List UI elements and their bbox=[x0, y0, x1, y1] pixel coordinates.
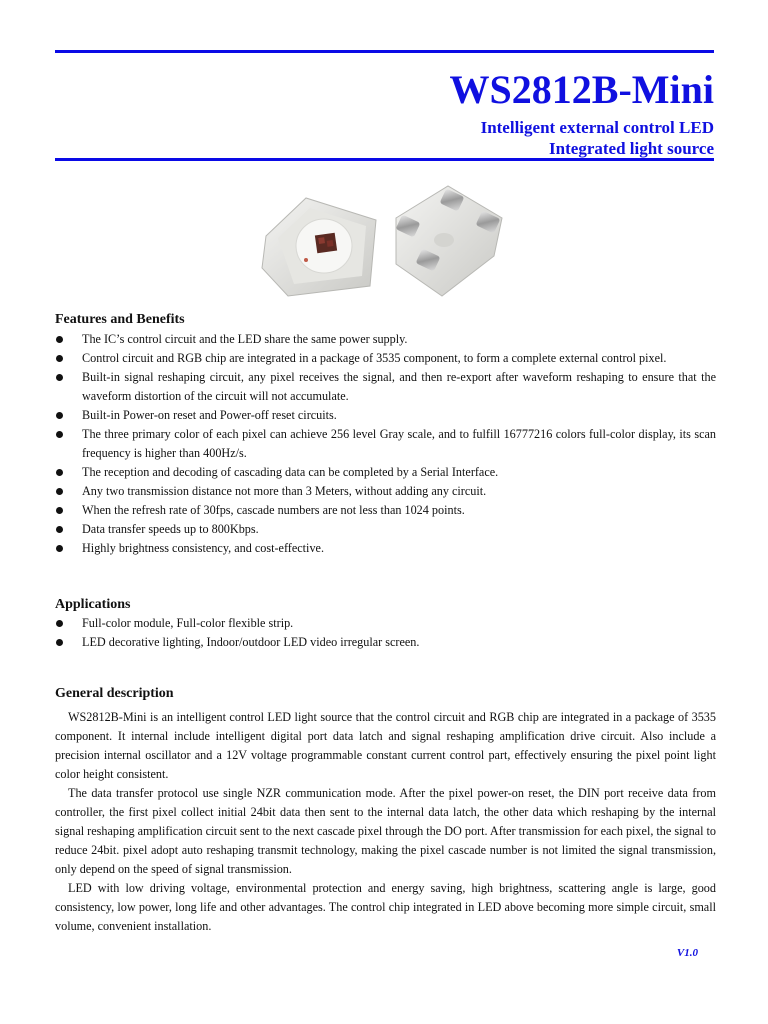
applications-list bbox=[55, 614, 716, 652]
bullet-icon bbox=[56, 507, 63, 514]
features-list bbox=[55, 330, 716, 558]
list-item: Built-in signal reshaping circuit, any pixel receives the signal, and then re-export after waveform reshaping to ensure that the waveform distortion of the circuit will not accumulate. bbox=[55, 368, 716, 406]
description-paragraph: LED with low driving voltage, environmental protection and energy saving, high brightness, scattering angle is large, good consistency, low power, long life and other advantages. The control chip integrated in LED above becoming more simple circuit, small volume, convenient installation. bbox=[55, 881, 716, 933]
list-item: Data transfer speeds up to 800Kbps. bbox=[55, 520, 716, 539]
list-item: The IC’s control circuit and the LED share the same power supply. bbox=[55, 330, 716, 349]
list-item: Full-color module, Full-color flexible strip. bbox=[55, 614, 716, 633]
header-bottom-rule bbox=[55, 158, 714, 161]
general-description bbox=[55, 708, 716, 936]
bullet-icon bbox=[56, 374, 63, 381]
list-item: LED decorative lighting, Indoor/outdoor LED video irregular screen. bbox=[55, 633, 716, 652]
bullet-icon bbox=[56, 412, 63, 419]
bullet-icon bbox=[56, 526, 63, 533]
description-paragraph: WS2812B-Mini is an intelligent control LED light source that the control circuit and RGB chip are integrated in a package of 3535 component. It internal include intelligent digital port data latch and signal reshaping amplification drive circuit. Also include a precision internal oscillator and a 12V voltage programmable constant current control part, effectively ensuring the pixel point light color height consistent. bbox=[55, 710, 716, 781]
applications-heading: Applications bbox=[55, 597, 131, 612]
bullet-icon bbox=[56, 620, 63, 627]
bullet-icon bbox=[56, 431, 63, 438]
list-item: Control circuit and RGB chip are integrated in a package of 3535 component, to form a complete external control pixel. bbox=[55, 349, 716, 368]
page-title: WS2812B-Mini bbox=[449, 67, 714, 112]
header-top-rule bbox=[55, 50, 714, 53]
list-item: The three primary color of each pixel can achieve 256 level Gray scale, and to fulfill 16777216 colors full-color display, its scan frequency is higher than 400Hz/s. bbox=[55, 425, 716, 463]
led-package-photo bbox=[258, 178, 508, 308]
version-label: V1.0 bbox=[676, 947, 698, 959]
bullet-icon bbox=[56, 488, 63, 495]
subtitle-line-1: Intelligent external control LED bbox=[480, 118, 714, 137]
bullet-icon bbox=[56, 336, 63, 343]
features-heading: Features and Benefits bbox=[55, 312, 185, 327]
list-item: Any two transmission distance not more than 3 Meters, without adding any circuit. bbox=[55, 482, 716, 501]
bullet-icon bbox=[56, 355, 63, 362]
list-item: Built-in Power-on reset and Power-off reset circuits. bbox=[55, 406, 716, 425]
led-bottom-view bbox=[396, 186, 502, 296]
bullet-icon bbox=[56, 639, 63, 646]
list-item: Highly brightness consistency, and cost-effective. bbox=[55, 539, 716, 558]
led-top-view bbox=[262, 198, 376, 296]
list-item: The reception and decoding of cascading data can be completed by a Serial Interface. bbox=[55, 463, 716, 482]
bullet-icon bbox=[56, 469, 63, 476]
bullet-icon bbox=[56, 545, 63, 552]
subtitle-line-2: Integrated light source bbox=[549, 139, 714, 158]
general-description-heading: General description bbox=[55, 686, 174, 701]
description-paragraph: The data transfer protocol use single NZR communication mode. After the pixel power-on reset, the DIN port receive data from controller, the first pixel collect initial 24bit data then sent to the internal data latch, the other data which reshaping by the internal signal reshaping amplification circuit sent to the next cascade pixel through the DO port. After transmission for each pixel, the signal to reduce 24bit. pixel adopt auto reshaping transmit technology, making the pixel cascade number is not limited the signal transmission, only depend on the speed of signal transmission. bbox=[55, 786, 716, 876]
list-item: When the refresh rate of 30fps, cascade numbers are not less than 1024 points. bbox=[55, 501, 716, 520]
